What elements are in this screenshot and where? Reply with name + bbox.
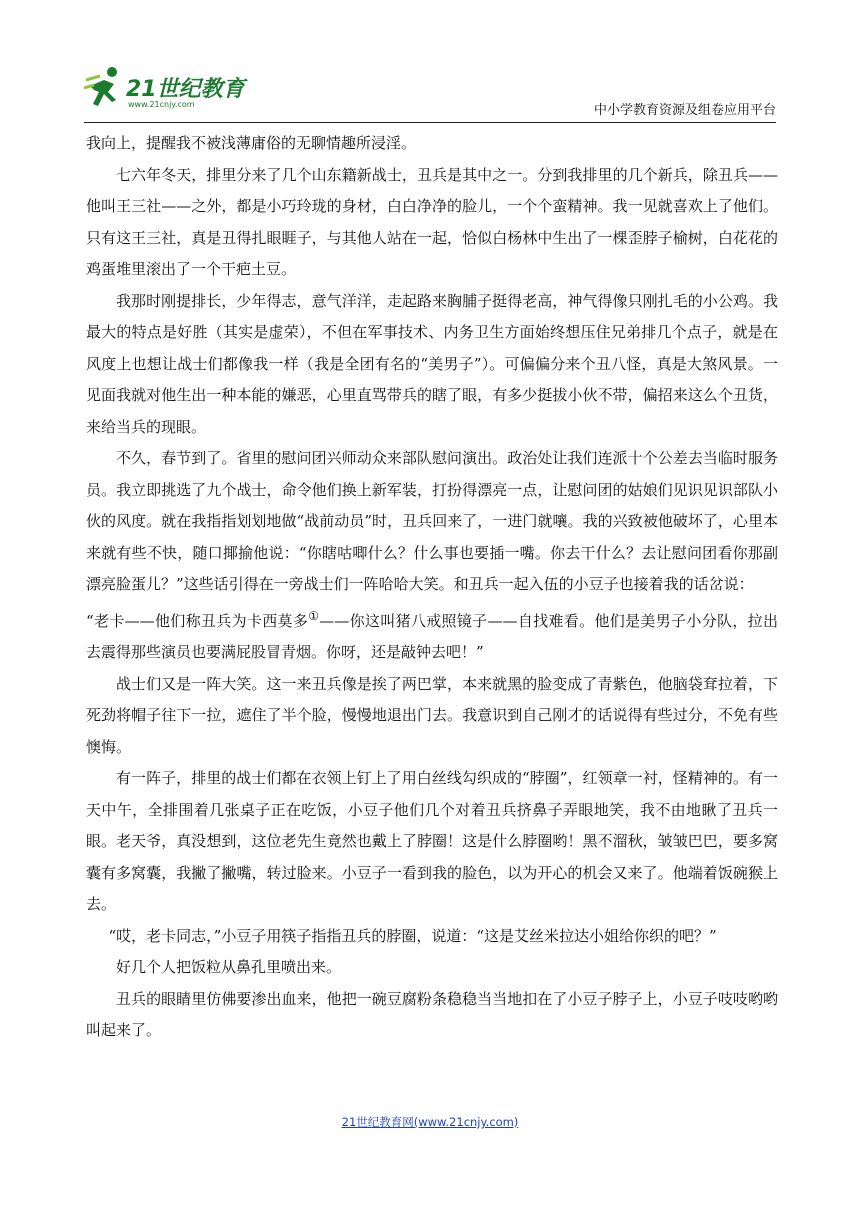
logo-url: www.21cnjy.com — [128, 100, 195, 109]
logo-text: 21世纪教育 — [126, 77, 245, 102]
platform-title: 中小学教育资源及组卷应用平台 — [593, 103, 776, 118]
paragraph-9: 好几个人把饭粒从鼻孔里喷出来。 — [116, 958, 342, 976]
page-header — [84, 62, 776, 123]
paragraph-6: 战士们又是一阵大笑。这一来丑兵像是挨了两巴掌，本来就黑的脸变成了青紫色，他脑袋耷拉着，下死劲将帽子往下一拉，遮住了半个脸，慢慢地退出门去。我意识到自己刚才的话说得有些过分，不免有些懊悔。 — [86, 674, 778, 756]
paragraph-5-end: ——你这叫猪八戒照镜子——自找难看。他们是美男子小分队，拉出去震得那些演员也要满屁股冒青烟。你呀，还是敲钟去吧！” — [86, 611, 778, 661]
footnote-mark[interactable]: ① — [308, 608, 320, 623]
paragraph-5 — [86, 601, 778, 669]
page-footer — [0, 1114, 860, 1130]
runner-logo-icon — [84, 66, 124, 112]
paragraph-4: 不久，春节到了。省里的慰问团兴师动众来部队慰问演出。政治处让我们连派十个公差去当临时服务员。我立即挑选了九个战士，命令他们换上新军装，打扮得漂亮一点，让慰问团的姑娘们见识见识部队小伙的风度。就在我指指划划地做“战前动员”时，丑兵回来了，一进门就嚷。我的兴致被他破坏了，心里本来就有些不快，随口揶揄他说：“你瞎咕唧什么？什么事也要插一嘴。你去干什么？去让慰问团看你那副漂亮脸蛋儿？”这些话引得在一旁战士们一阵哈哈大笑。和丑兵一起入伍的小豆子也接着我的话岔说： — [86, 449, 778, 593]
paragraph-5-start: “老卡——他们称丑兵为卡西莫多 — [86, 611, 309, 630]
article-body — [86, 128, 778, 1047]
paragraph-7: 有一阵子，排里的战士们都在衣领上钉上了用白丝线勾织成的“脖圈”，红领章一衬，怪精神的。有一天中午，全排围着几张桌子正在吃饭，小豆子他们几个对着丑兵挤鼻子弄眼地笑，我不由地瞅了丑兵一眼。老天爷，真没想到，这位老先生竟然也戴上了脖圈！这是什么脖圈哟！黑不溜秋，皱皱巴巴，要多窝囊有多窝囊，我撇了撇嘴，转过脸来。小豆子一看到我的脸色，以为开心的机会又来了。他端着饭碗猴上去。 — [86, 769, 778, 913]
paragraph-2: 七六年冬天，排里分来了几个山东籍新战士，丑兵是其中之一。分到我排里的几个新兵，除丑兵——他叫王三社——之外，都是小巧玲珑的身材，白白净净的脸儿，一个个蛮精神。我一见就喜欢上了他们。只有这王三社，真是丑得扎眼睚子，与其他人站在一起，恰似白杨林中生出了一棵歪脖子榆树，白花花的鸡蛋堆里滚出了一个干疤土豆。 — [86, 165, 778, 278]
paragraph-1: 我向上，提醒我不被浅薄庸俗的无聊情趣所浸淫。 — [86, 134, 417, 152]
paragraph-3: 我那时刚提排长，少年得志，意气洋洋，走起路来胸脯子挺得老高，神气得像只刚扎毛的小公鸡。我最大的特点是好胜（其实是虚荣），不但在军事技术、内务卫生方面始终想压住兄弟排几个点子，就是在风度上也想让战士们都像我一样（我是全团有名的“美男子”）。可偏偏分来个丑八怪，真是大煞风景。一见面我就对他生出一种本能的嫌恶，心里直骂带兵的瞎了眼，有多少挺拔小伙不带，偏招来这么个丑货，来给当兵的现眼。 — [86, 291, 778, 436]
paragraph-8: “哎，老卡同志，”小豆子用筷子指指丑兵的脖圈，说道：“这是艾丝米拉达小姐给你织的吧？” — [108, 926, 717, 945]
paragraph-10: 丑兵的眼睛里仿佛要渗出血来，他把一碗豆腐粉条稳稳当当地扣在了小豆子脖子上，小豆子吱吱哟哟叫起来了。 — [86, 989, 778, 1039]
logo — [84, 62, 264, 118]
footer-link[interactable]: 21世纪教育网(www.21cnjy.com) — [341, 1115, 519, 1129]
